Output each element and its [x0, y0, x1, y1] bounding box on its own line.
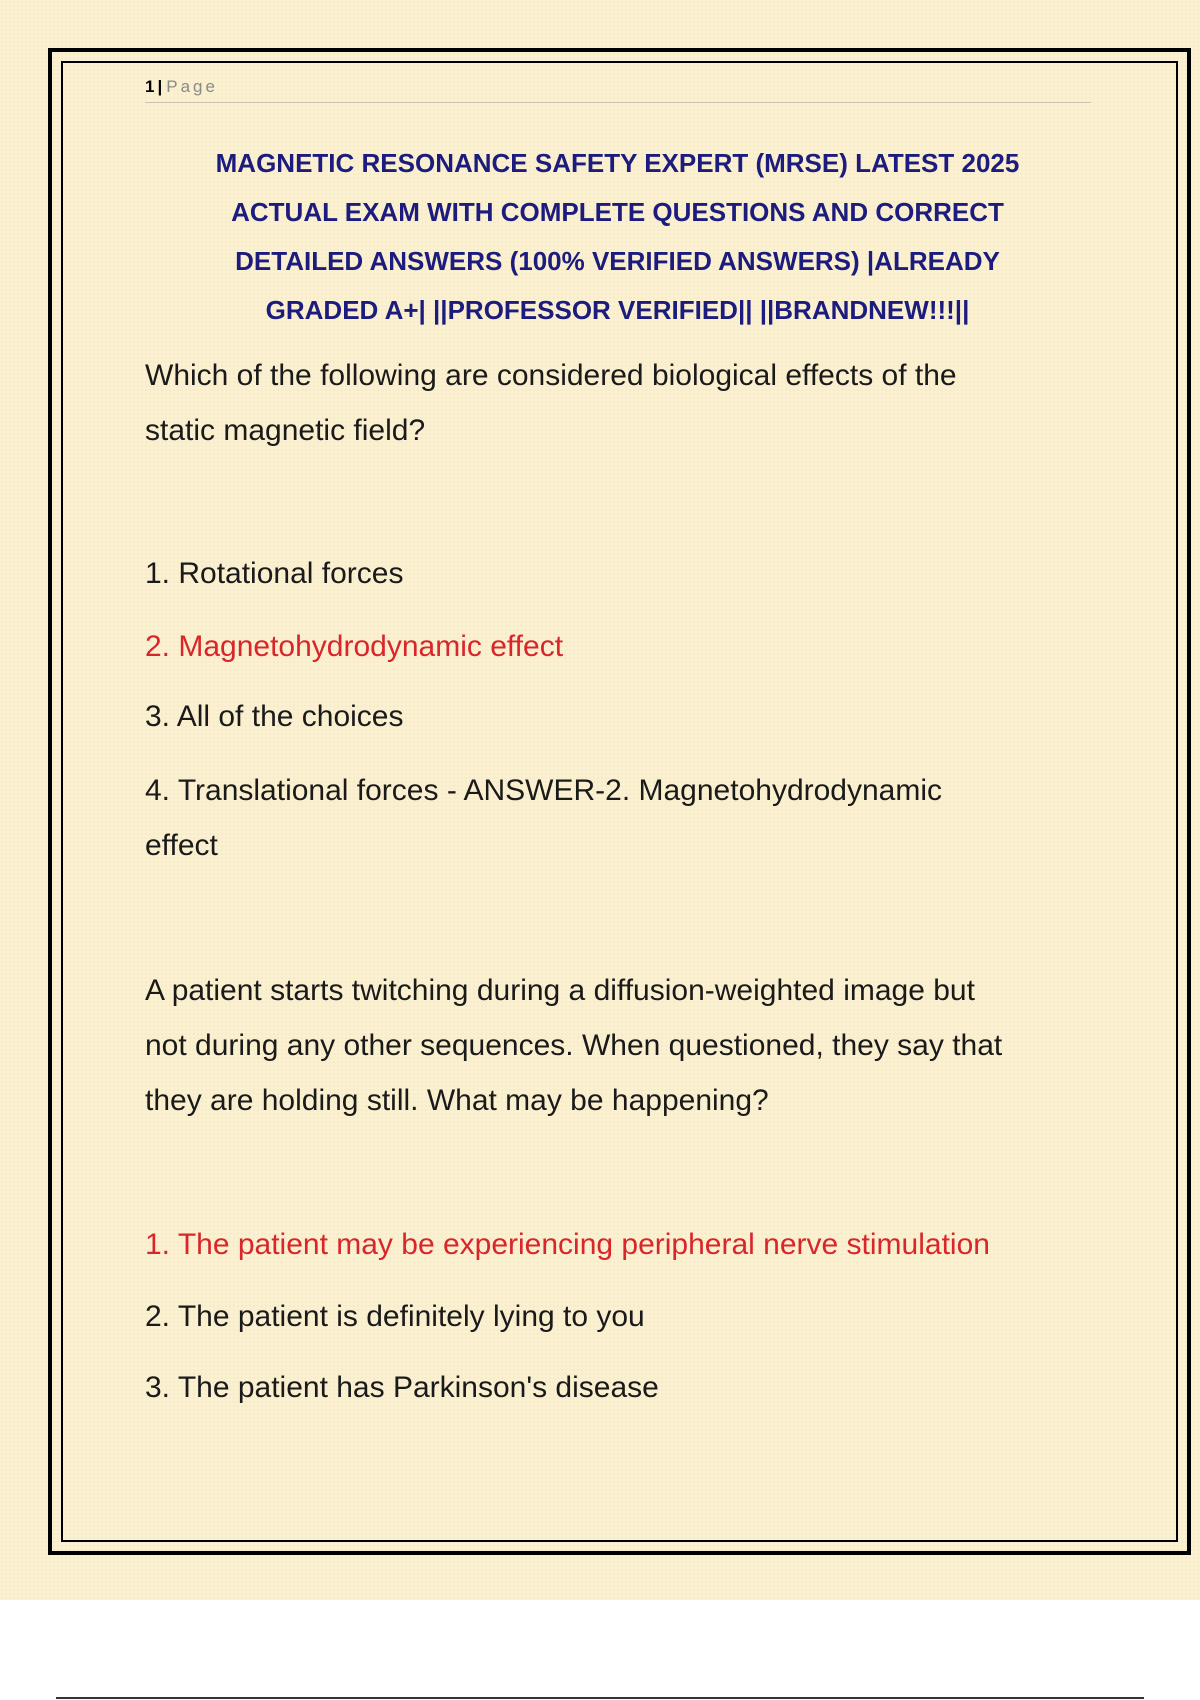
title-line: DETAILED ANSWERS (100% VERIFIED ANSWERS) |ALREADY	[235, 246, 1000, 276]
question-2-text	[145, 963, 1002, 1128]
answer-line: 4. Translational forces - ANSWER-2. Magnetohydrodynamic	[145, 774, 943, 807]
question-line: not during any other sequences. When questioned, they say that	[145, 1029, 1003, 1062]
question-line: they are holding still. What may be happening?	[145, 1084, 769, 1117]
q2-option-1-correct: 1. The patient may be experiencing peripheral nerve stimulation	[145, 1228, 990, 1261]
q2-option-2: 2. The patient is definitely lying to you	[145, 1300, 645, 1333]
next-page-divider	[56, 1697, 1144, 1699]
q1-option-2-correct: 2. Magnetohydrodynamic effect	[145, 630, 564, 663]
question-line: static magnetic field?	[145, 414, 426, 447]
title-line: MAGNETIC RESONANCE SAFETY EXPERT (MRSE) LATEST 2025	[215, 148, 1020, 178]
question-1-text	[145, 348, 957, 458]
q1-option-1: 1. Rotational forces	[145, 557, 404, 590]
page-label: Page	[166, 77, 218, 96]
title-line: GRADED A+| ||PROFESSOR VERIFIED|| ||BRANDNEW!!!||	[265, 295, 970, 325]
document-title	[150, 139, 1085, 335]
q1-option-3: 3. All of the choices	[145, 700, 404, 733]
page-number: 1	[145, 77, 156, 96]
q2-option-3: 3. The patient has Parkinson's disease	[145, 1371, 659, 1404]
page-header	[145, 74, 1091, 103]
question-line: Which of the following are considered biological effects of the	[145, 359, 957, 392]
q1-option-4-answer	[145, 763, 942, 873]
header-separator: |	[157, 77, 163, 96]
question-line: A patient starts twitching during a diffusion-weighted image but	[145, 974, 975, 1007]
answer-line: effect	[145, 829, 218, 862]
title-line: ACTUAL EXAM WITH COMPLETE QUESTIONS AND CORRECT	[231, 197, 1004, 227]
